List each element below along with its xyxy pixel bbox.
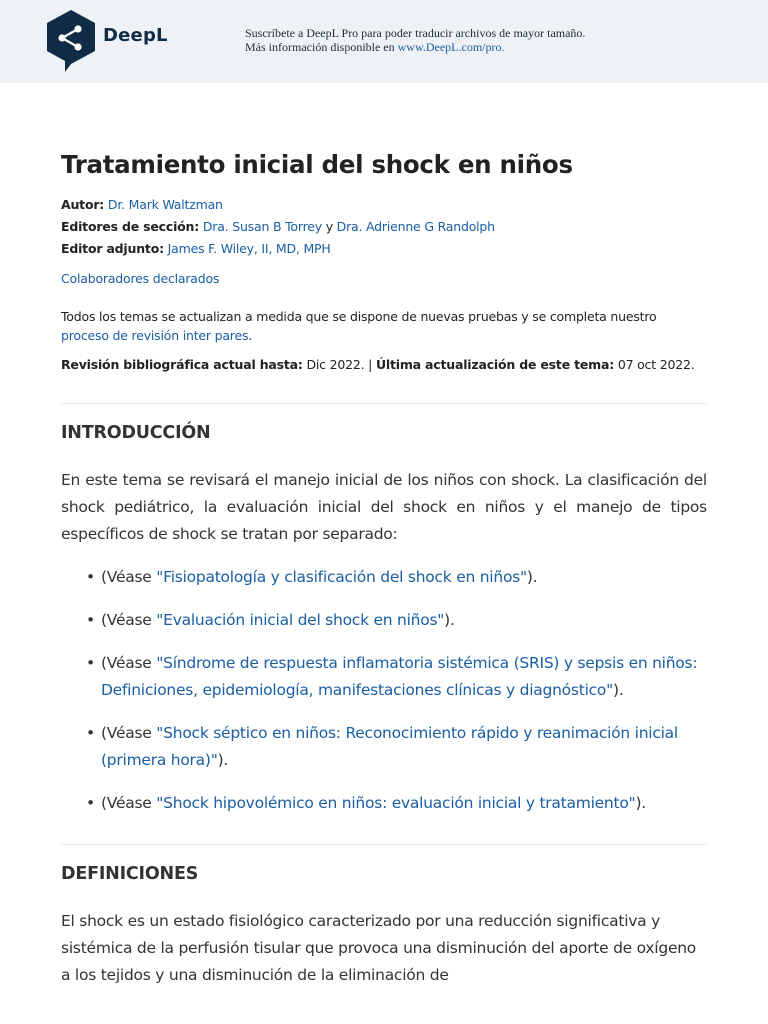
editor-link-2[interactable]: Dra. Adrienne G Randolph [336,219,495,234]
literature-review-value: Dic 2022. | [302,357,376,372]
see-prefix: (Véase [101,611,157,629]
review-suffix: . [248,328,253,343]
see-prefix: (Véase [101,568,157,586]
see-prefix: (Véase [101,654,157,672]
deepl-banner [0,0,768,83]
related-topic-link[interactable]: "Fisiopatología y clasificación del shock en niños" [156,568,527,586]
see-prefix: (Véase [101,724,157,742]
contributors-link[interactable]: Colaboradores declarados [61,271,220,286]
review-process-line [61,328,252,343]
section-editors-label: Editores de sección: [61,219,200,234]
peer-review-link[interactable]: proceso de revisión inter pares [61,328,249,343]
list-item [89,564,707,591]
related-topic-link[interactable]: "Evaluación inicial del shock en niños" [156,611,445,629]
intro-paragraph: En este tema se revisará el manejo inicial de los niños con shock. La clasificación del shock pediátrico, la evaluación inicial del shock en niños y el manejo de tipos específicos de shock se tratan por separado: [61,471,707,543]
related-topic-link[interactable]: "Shock hipovolémico en niños: evaluación inicial y tratamiento" [156,794,636,812]
promo-line-1: Suscríbete a DeepL Pro para poder traducir archivos de mayor tamaño. [245,26,586,40]
see-suffix: ). [613,681,624,699]
promo-line-2-prefix: Más información disponible en [245,40,398,54]
see-suffix: ). [635,794,646,812]
deepl-logo[interactable] [45,9,168,73]
related-topic-link[interactable]: "Shock séptico en niños: Reconocimiento rápido y reanimación inicial (primera hora)" [101,724,678,769]
divider [61,403,707,404]
page-title: Tratamiento inicial del shock en niños [61,150,573,179]
literature-review-label: Revisión bibliográfica actual hasta: [61,357,303,372]
list-item [89,607,707,634]
definitions-heading: DEFINICIONES [61,864,199,884]
deputy-editor-label: Editor adjunto: [61,241,164,256]
author-link[interactable]: Dr. Mark Waltzman [107,197,223,212]
last-updated-value: 07 oct 2022. [614,357,695,372]
last-updated-label: Última actualización de este tema: [375,357,615,372]
pro-promo-text [245,26,585,54]
see-suffix: ). [217,751,229,769]
deepl-logo-icon [45,9,97,73]
author-label: Autor: [61,197,105,212]
deepl-pro-link[interactable]: www.DeepL.com/pro. [397,40,505,54]
author-line [61,197,223,212]
list-item [89,650,707,704]
related-topic-link[interactable]: "Síndrome de respuesta inflamatoria sistémica (SRIS) y sepsis en niños: Definiciones, epidemiología, manifestaciones clínicas y diagnóstico" [101,654,698,699]
see-suffix: ). [526,568,538,586]
deputy-editor-line [61,241,331,256]
editors-joiner: y [321,219,337,234]
list-item [89,720,707,774]
editor-link-1[interactable]: Dra. Susan B Torrey [202,219,322,234]
intro-heading: INTRODUCCIÓN [61,423,211,443]
divider [61,844,707,845]
review-dates-line [61,357,694,372]
related-topics-list [89,564,707,817]
update-policy-text: Todos los temas se actualizan a medida que se dispone de nuevas pruebas y se completa nuestro [61,309,657,324]
section-editors-line [61,219,495,234]
promo-line-2 [245,40,585,54]
deputy-editor-link[interactable]: James F. Wiley, II, MD, MPH [167,241,331,256]
see-prefix: (Véase [101,794,157,812]
definitions-paragraph: El shock es un estado fisiológico caracterizado por una reducción significativa y sistémica de la perfusión tisular que provoca una disminución del aporte de oxígeno a los tejidos y una disminución de la eliminación de [61,912,697,984]
see-suffix: ). [444,611,455,629]
list-item [89,790,707,817]
deepl-brand-name: DeepL [103,25,168,46]
